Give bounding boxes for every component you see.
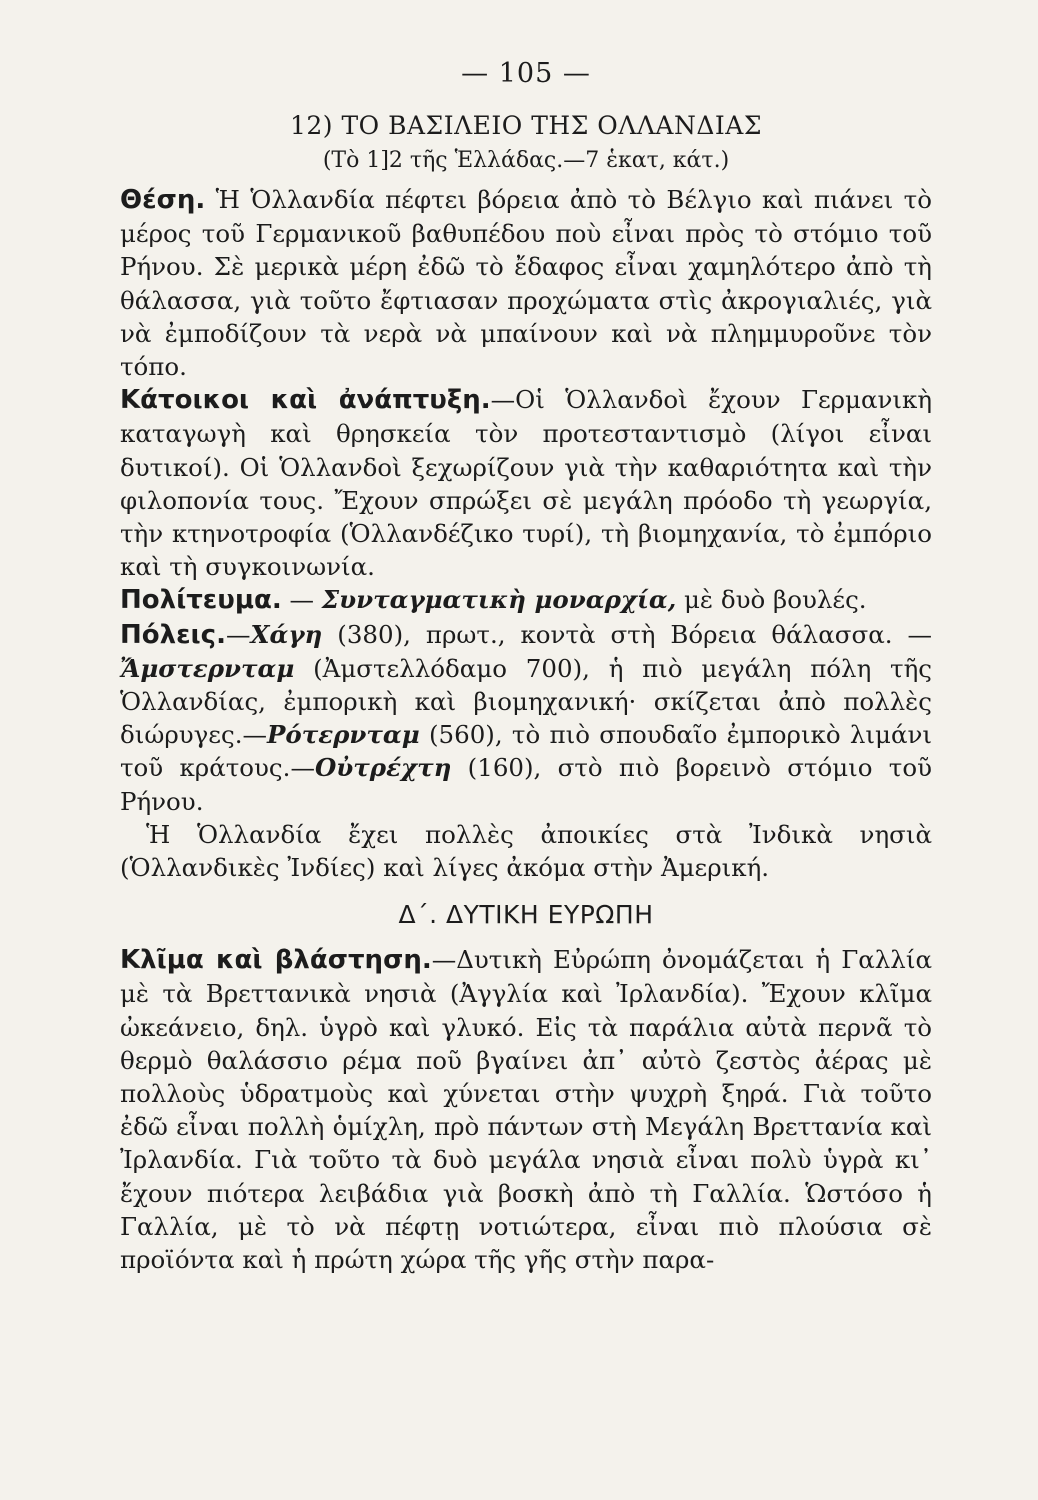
paragraph-cities <box>120 618 932 818</box>
paragraph-inhabitants-text: —Οἱ Ὁλλανδοὶ ἔχουν Γερμανικὴ καταγωγὴ καὶ θρησκεία τὸν προτεσταντισμὸ (λίγοι εἶναι δυτικοί). Οἱ Ὁλλανδοὶ ξεχωρίζουν γιὰ τὴν καθαριότητα καὶ τὴν φιλοπονία τους. Ἔχουν σπρώξει σὲ μεγάλη πρόοδο τὴ γεωργία, τὴν κτηνοτροφία (Ὁλλανδέζικο τυρί), τὴ βιομηχανία, τὸ ἐμπόριο καὶ τὴ συγκοινωνία. <box>120 385 933 582</box>
run-in-heading-inhabitants: Κάτοικοι καὶ ἀνάπτυξη. <box>120 385 491 416</box>
paragraph-colonies: Ἡ Ὁλλανδία ἔχει πολλὲς ἀποικίες στὰ Ἰνδικὰ νησιὰ (Ὁλλανδικὲς Ἰνδίες) καὶ λίγες ἀκόμα στὴν Ἀμερική. <box>120 819 932 883</box>
page-number: — 105 — <box>461 58 591 89</box>
paragraph-government <box>120 583 932 617</box>
paragraph-position-text: Ἡ Ὁλλανδία πέφτει βόρεια ἀπὸ τὸ Βέλγιο καὶ πιάνει τὸ μέρος τοῦ Γερμανικοῦ βαθυπέδου ποὺ εἶναι πρὸς τὸ στόμιο τοῦ Ρήνου. Σὲ μερικὰ μέρη ἐδῶ τὸ ἔδαφος εἶναι χαμηλότερο ἀπὸ τὴ θάλασσα, γιὰ τοῦτο ἔφτιασαν προχώματα στὶς ἀκρογιαλιές, γιὰ νὰ ἐμποδίζουν τὰ νερὰ νὰ μπαίνουν καὶ νὰ πλημμυροῦνε τὸν τόπο. <box>120 185 932 382</box>
paragraph-position <box>120 183 932 383</box>
paragraph-inhabitants <box>120 383 932 583</box>
run-in-heading-cities: Πόλεις. <box>120 619 226 650</box>
run-in-heading-position: Θέση. <box>120 185 206 215</box>
government-type: Συνταγματικὴ μοναρχία, <box>321 585 677 615</box>
city-name: Ἄμστερνταμ <box>120 653 295 683</box>
city-text: (Ἀμστελλόδαμο 700), ἡ πιὸ μεγάλη πόλη τῆς Ὁλλανδίας, ἐμπορικὴ καὶ βιομηχανική· σκίζεται ἀπὸ πολλὲς διώρυγες.— <box>120 653 932 750</box>
section-title-netherlands: 12) ΤΟ ΒΑΣΙΛΕΙΟ ΤΗΣ ΟΛΛΑΝΔΙΑΣ <box>289 111 763 140</box>
run-in-heading-climate: Κλῖμα καὶ βλάστηση. <box>120 945 432 976</box>
city-text: (560), τὸ πιὸ σπουδαῖο ἐμπορικὸ λιμάνι τοῦ κράτους.— <box>120 720 932 783</box>
paragraph-climate-text: —Δυτικὴ Εὐρώπη ὀνομάζεται ἡ Γαλλία μὲ τὰ Βρεττανικὰ νησιὰ (Ἀγγλία καὶ Ἰρλανδία). Ἔχουν κλῖμα ὠκεάνειο, δηλ. ὑγρὸ καὶ γλυκό. Εἰς τὰ παράλια αὐτὰ περνᾶ τὸ θερμὸ θαλάσσιο ρέμα ποῦ βγαίνει ἀπ᾽ αὐτὸ ζεστὸς ἀέρας μὲ πολλοὺς ὑδρατμοὺς καὶ χύνεται στὴν ψυχρὴ ξηρά. Γιὰ τοῦτο ἐδῶ εἶναι πολλὴ ὁμίχλη, πρὸ πάντων στὴ Μεγάλη Βρεττανία καὶ Ἰρλανδία. Γιὰ τοῦτο τὰ δυὸ μεγάλα νησιὰ εἶναι πολὺ ὑγρὰ κι᾽ ἔχουν πιότερα λειβάδια γιὰ βοσκὴ ἀπὸ τὴ Γαλλία. Ὡστόσο ἡ Γαλλία, μὲ τὸ νὰ πέφτῃ νοτιώτερα, εἶναι πιὸ πλούσια σὲ προϊόντα καὶ ἡ πρώτη χώρα τῆς γῆς στὴν παρα- <box>120 945 932 1275</box>
government-dash: — <box>281 585 322 615</box>
city-text: (160), στὸ πιὸ βορεινὸ στόμιο τοῦ Ρήνου. <box>120 753 932 816</box>
city-text: (380), πρωτ., κοντὰ στὴ Βόρεια θάλασσα. — <box>322 619 932 649</box>
city-name: Χάγη <box>250 619 323 649</box>
book-page <box>120 58 932 1276</box>
section-subtitle-netherlands: (Τὸ 1]2 τῆς Ἑλλάδας.—7 ἑκατ, κάτ.) <box>322 148 730 173</box>
city-name: Οὐτρέχτη <box>314 753 452 783</box>
city-name: Ρότερνταμ <box>266 720 420 750</box>
run-in-heading-government: Πολίτευμα. <box>120 585 282 616</box>
paragraph-climate <box>120 943 932 1276</box>
section-title-western-europe: Δ΄. ΔΥΤΙΚΗ ΕΥΡΩΠΗ <box>398 900 654 930</box>
dash: — <box>225 619 251 649</box>
paragraph-government-text: μὲ δυὸ βουλές. <box>676 585 867 615</box>
